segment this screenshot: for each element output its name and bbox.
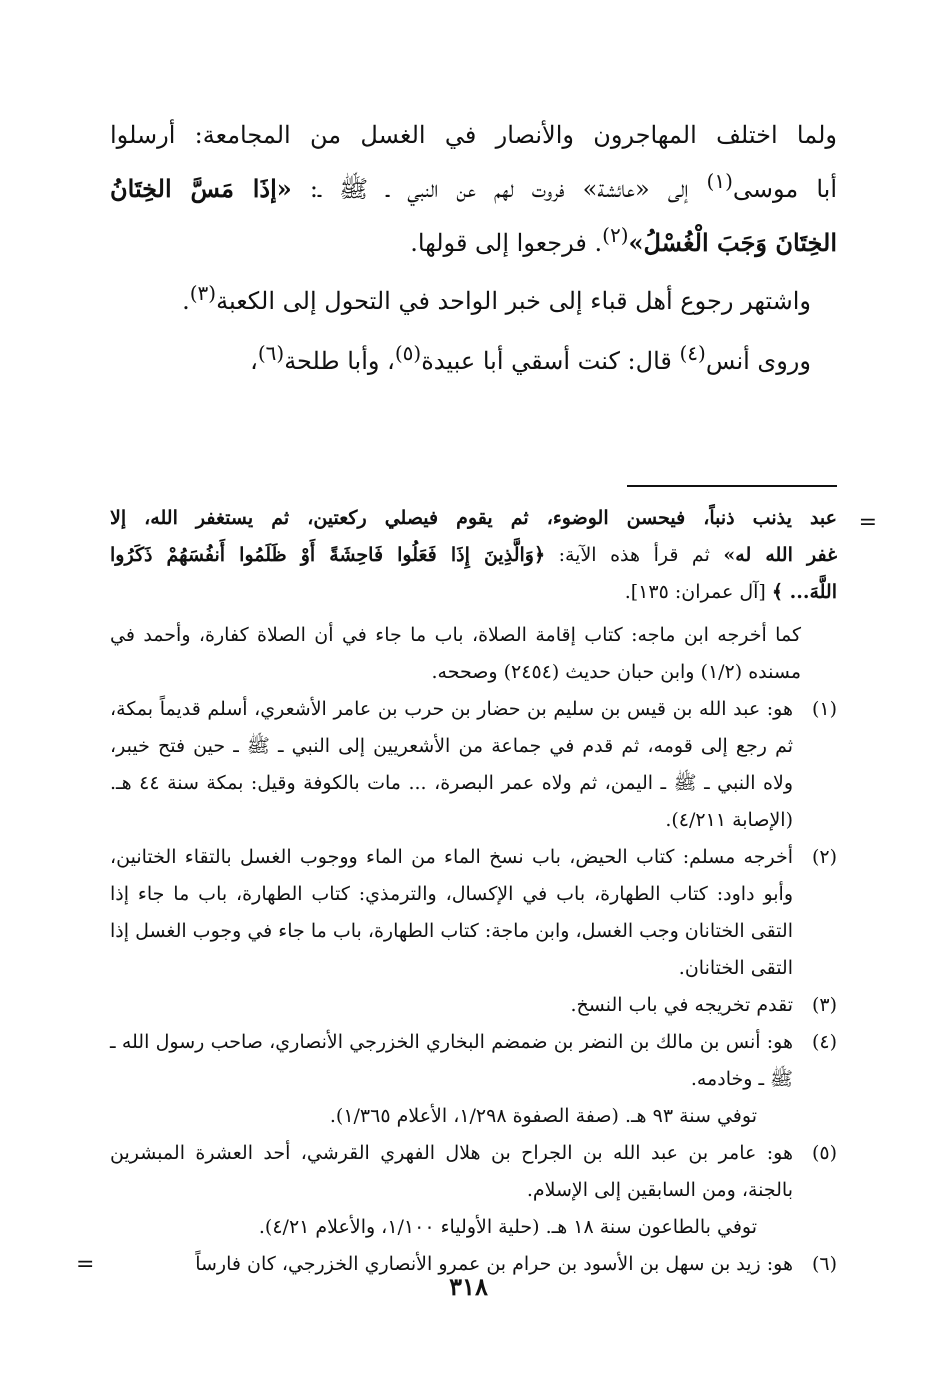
text-span: ، — [250, 347, 258, 375]
footnote-5 — [110, 1135, 837, 1246]
main-line-1: ولما اختلف المهاجرون والأنصار في الغسل من المجامعة: أرسلوا — [110, 121, 837, 149]
footnote-number: (٢) — [811, 846, 837, 868]
footnote-ref-2: (٢) — [602, 223, 629, 247]
text-span: واشتهر رجوع أهل قباء إلى خبر الواحد في التحول إلى الكعبة — [216, 287, 811, 315]
footnote-text: تقدم تخريجه في باب النسخ. — [570, 994, 793, 1016]
page-content — [76, 112, 877, 1277]
footnote-text-death: توفي سنة ٩٣ هـ. (صفة الصفوة ١/٢٩٨، الأعلام ١/٣٦٥). — [329, 1105, 757, 1127]
footnote-text-death: توفي بالطاعون سنة ١٨ هـ. (حلية الأولياء ١/١٠٠، والأعلام ٤/٢١). — [258, 1216, 757, 1238]
text-span: ، وأبا طلحة — [284, 347, 395, 375]
page-number: ٣١٨ — [449, 1272, 488, 1301]
footnote-text: هو: عامر بن عبد الله بن الجراح بن هلال الفهري القرشي، أحد العشرة المبشرين بالجنة، ومن السابقين إلى الإسلام. — [110, 1142, 793, 1201]
quran-verse-end: اللَّهَ... ﴾ — [771, 581, 837, 603]
footnote-3 — [110, 987, 837, 1024]
hadith-quote-end: الخِتَانَ وَجَبَ الْغُسْلُ» — [628, 228, 837, 257]
text-span: . فرجعوا إلى قولها. — [410, 229, 603, 257]
footnote-continuation-line-1: عبد يذنب ذنباً، فيحسن الوضوء، ثم يقوم فيصلي ركعتين، ثم يستغفر الله، إلا — [110, 507, 837, 529]
text-span: [آل عمران: ١٣٥]. — [624, 581, 772, 603]
quran-verse: ﴿وَالَّذِينَ إِذَا فَعَلُوا فَاحِشَةً أَوْ ظَلَمُوا أَنفُسَهُمْ ذَكَرُوا — [110, 544, 546, 566]
continuation-mark: = — [76, 1252, 95, 1277]
footnote-divider — [627, 485, 837, 487]
footnote-ref-4: (٤) — [679, 341, 706, 365]
footnote-number: (٣) — [811, 994, 837, 1016]
footnote-text: أخرجه مسلم: كتاب الحيض، باب نسخ الماء من الماء ووجوب الغسل بالتقاء الختانين، وأبو داود: كتاب الطهارة، باب في الإكسال، والترمذي: كتاب الطهارة، باب ما جاء إذا التقى الختانان وجب الغسل، وابن ماجة: كتاب الطهارة، باب ما جاء في وجوب الغسل إذا التقى الختانان. — [110, 846, 793, 979]
footnote-text: هو: أنس بن مالك بن النضر بن ضمضم البخاري الخزرجي الأنصاري، صاحب رسول الله ـ ﷺ ـ وخادمه. — [110, 1031, 793, 1090]
footnote-number: (٤) — [811, 1031, 837, 1053]
text-span: غفر الله له» — [723, 544, 838, 566]
footnote-1 — [110, 691, 837, 839]
footnote-2 — [110, 839, 837, 987]
footnote-number: (٥) — [811, 1142, 837, 1164]
footnotes — [76, 500, 877, 1283]
text-span: إلى «عائشة» فروت لهم عن النبي ـ ﷺ ـ: — [291, 175, 707, 203]
main-text — [110, 112, 837, 384]
footnote-continuation-paragraph: كما أخرجه ابن ماجه: كتاب إقامة الصلاة، باب ما جاء في أن الصلاة كفارة، وأحمد في مسنده (١/٢) وابن حبان حديث (٢٤٥٤) وصححه. — [110, 624, 801, 683]
main-paragraph-2: واشتهر رجوع أهل قباء إلى خبر الواحد في التحول إلى الكعبة$^{(٣)}$. — [182, 281, 811, 315]
footnote-ref-3: (٣) — [189, 281, 217, 305]
hadith-quote: «إذَا مَسَّ الخِتَانُ — [110, 174, 292, 203]
main-line-2 — [110, 158, 837, 212]
continuation-mark: = — [858, 510, 877, 535]
footnote-4 — [110, 1024, 837, 1135]
footnote-text: هو: زيد بن سهل بن الأسود بن حرام بن عمرو الأنصاري الخزرجي، كان فارساً — [195, 1253, 793, 1275]
footnote-text: هو: عبد الله بن قيس بن سليم بن حضار بن حرب بن عامر الأشعري، أسلم قديماً بمكة، ثم رجع إلى قومه، ثم قدم في جماعة من الأشعريين إلى النبي ـ ﷺ ـ حين فتح خيبر، ولاه النبي ـ ﷺ ـ اليمن، ثم ولاه عمر البصرة، ... مات بالكوفة وقيل: بمكة سنة ٤٤ هـ. (الإصابة ٤/٢١١). — [110, 698, 793, 831]
footnote-number: (١) — [811, 698, 837, 720]
text-span: ثم قرأ هذه الآية: — [545, 544, 724, 566]
footnote-ref-1: (١) — [706, 169, 733, 193]
text-span: أبا موسى — [732, 175, 838, 203]
text-span: قال: كنت أسقي أبا عبيدة — [421, 347, 680, 375]
text-span: وروى أنس — [705, 347, 811, 375]
main-line-3 — [110, 212, 837, 266]
footnote-ref-5: (٥) — [394, 341, 422, 365]
footnote-continuation-line-3 — [110, 574, 837, 611]
footnote-number: (٦) — [811, 1253, 837, 1275]
main-paragraph-3 — [110, 330, 837, 384]
footnote-ref-6: (٦) — [257, 341, 285, 365]
footnote-continuation-line-2 — [110, 537, 837, 574]
